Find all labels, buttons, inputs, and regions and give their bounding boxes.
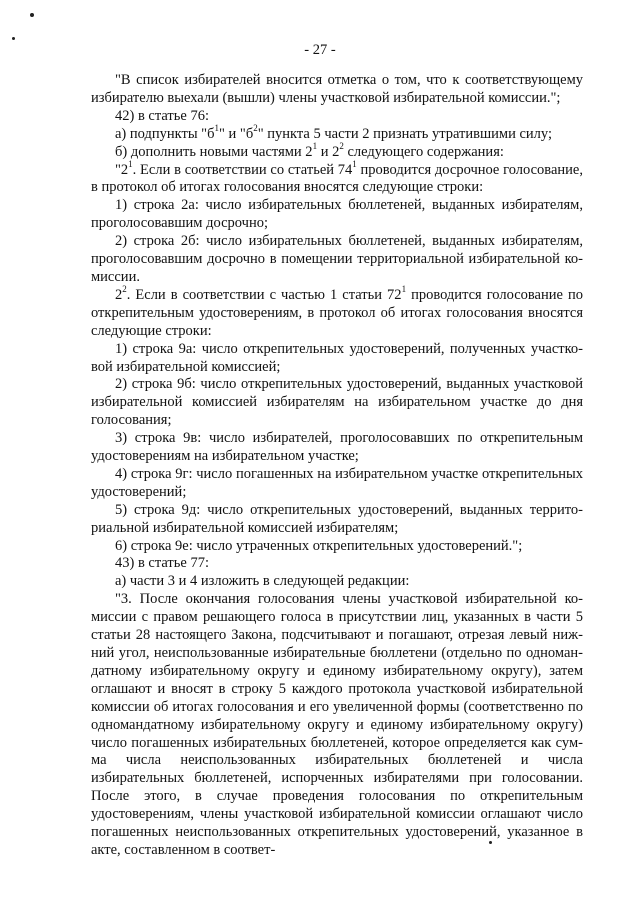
text-run: 42) в статье 76: xyxy=(115,107,209,124)
superscript: 2 xyxy=(253,122,258,133)
page-number: - 27 - xyxy=(304,42,336,58)
text-run: "В список избирателей вносится отметка о том, что к соответствующему избирателю выехали (вышли) члены участковой избирательной комиссии."; xyxy=(91,72,583,106)
paragraph xyxy=(91,538,583,556)
superscript: 2 xyxy=(122,284,127,295)
paragraph xyxy=(91,376,583,430)
text-run: а) части 3 и 4 изложить в следующей редакции: xyxy=(115,573,410,590)
paragraph xyxy=(91,341,583,377)
text-run: следующего содержания: xyxy=(343,143,504,160)
text-run: проводится досрочное голосование, в протокол об итогах голосования вносятся следующие строки: xyxy=(91,161,583,196)
text-run: б) дополнить новыми частями 2 xyxy=(115,143,313,160)
text-run: " пункта 5 части 2 признать утратившими силу; xyxy=(257,125,553,142)
paragraph xyxy=(91,158,583,198)
text-run: "3. После окончания голосования члены участковой избирательной комиссии с правом решающего голоса в присутствии лиц, указанных в части 5 статьи 28 настоящего Закона, подсчитывают и погашают, отрезая левый нижний угол, неиспользованные избирательные бюллетени (отдельно по одномандатному избирательному округу и единому избирательному округу), затем оглашают и вносят в строку 5 каждого протокола участковой избирательной комиссии об итогах голосования и его увеличенной формы (соответственно по одномандатному избирательному округу и единому избирательному округу) число погашенных избирательных бюллетеней, которое определяется как сумма числа неиспользованных избирательных бюллетеней и числа избирательных бюллетеней, испорченных избирателями при голосовании. После этого, в случае проведения голосования по открепительным удостоверениям, члены участковой избирательной комиссии оглашают число погашенных неиспользованных открепительных удостоверений, указанное в акте, составленном в соответ- xyxy=(91,591,583,858)
paragraph xyxy=(91,430,583,466)
scan-speck xyxy=(30,13,34,17)
text-run: 2) строка 9б: число открепительных удостоверений, выданных участковой избирательной комиссией избирателям на избирательном участке до дня голосования; xyxy=(91,376,583,429)
paragraph xyxy=(91,573,583,591)
superscript: 1 xyxy=(128,158,133,169)
text-run: 1) строка 9а: число открепительных удостоверений, полученных участковой избирательной комиссией; xyxy=(91,340,583,375)
paragraph xyxy=(91,233,583,287)
superscript: 1 xyxy=(214,122,219,133)
text-run: 3) строка 9в: число избирателей, проголосовавших по открепительным удостоверениям на избирательном участке; xyxy=(91,430,583,465)
text-run: и 2 xyxy=(317,143,340,160)
superscript: 1 xyxy=(352,158,357,169)
text-run: 2 xyxy=(115,286,123,303)
paragraph xyxy=(91,72,583,108)
text-run: а) подпункты "б xyxy=(115,125,215,142)
text-run: 2) строка 2б: число избирательных бюллетеней, выданных избирателям, проголосовавшим досрочно в помещении территориальной избирательной комиссии. xyxy=(91,233,583,285)
scan-speck xyxy=(12,37,15,40)
text-run: 5) строка 9д: число открепительных удостоверений, выданных территориальной избирательной комиссией избирателям; xyxy=(91,501,583,536)
paragraph xyxy=(91,466,583,502)
text-run: 4) строка 9г: число погашенных на избирательном участке открепительных удостоверений; xyxy=(91,465,583,500)
paragraph xyxy=(91,197,583,233)
paragraph xyxy=(91,591,583,860)
superscript: 2 xyxy=(339,140,344,151)
text-run: " и "б xyxy=(218,125,254,142)
paragraph xyxy=(91,122,583,144)
superscript: 1 xyxy=(401,284,407,295)
text-run: "2 xyxy=(115,161,129,178)
paragraph xyxy=(91,284,583,341)
text-run: 1) строка 2а: число избирательных бюллетеней, выданных избирателям, проголосовавшим досрочно; xyxy=(91,197,583,232)
superscript: 1 xyxy=(312,140,318,151)
paragraph xyxy=(91,555,583,573)
text-run: проводится голосование по открепительным удостоверениям, в протокол об итогах голосования вносятся следующие строки: xyxy=(91,286,583,339)
document-body xyxy=(91,72,583,860)
text-run: 43) в статье 77: xyxy=(115,555,209,572)
text-run: . Если в соответствии с частью 1 статьи 72 xyxy=(126,286,402,303)
paragraph xyxy=(91,502,583,538)
text-run: 6) строка 9е: число утраченных открепительных удостоверений."; xyxy=(115,537,523,554)
text-run: . Если в соответствии со статьей 74 xyxy=(132,161,353,178)
paragraph xyxy=(91,108,583,126)
paragraph xyxy=(91,140,583,162)
